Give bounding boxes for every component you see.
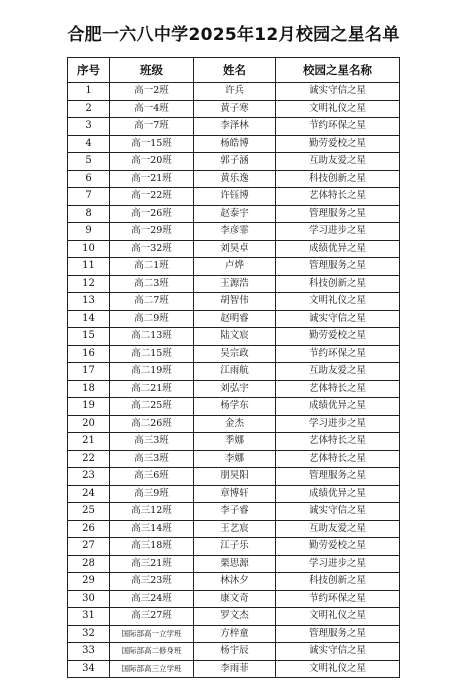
row-class: 高一7班 (110, 118, 194, 136)
row-award: 科技创新之星 (276, 573, 400, 591)
row-award: 管理服务之星 (276, 205, 400, 223)
table-row (68, 153, 400, 171)
row-index: 34 (68, 660, 110, 678)
row-student-name: 王源浩 (194, 275, 276, 293)
table-row (68, 188, 400, 206)
row-student-name: 江雨航 (194, 363, 276, 381)
row-student-name: 卢烨 (194, 258, 276, 276)
row-index: 24 (68, 485, 110, 503)
row-index: 29 (68, 573, 110, 591)
table-row (68, 503, 400, 521)
row-class: 高一4班 (110, 100, 194, 118)
row-index: 16 (68, 345, 110, 363)
row-award: 文明礼仪之星 (276, 608, 400, 626)
row-class: 高二21班 (110, 380, 194, 398)
row-student-name: 黄乐逸 (194, 170, 276, 188)
row-class: 高三12班 (110, 503, 194, 521)
table-row (68, 573, 400, 591)
row-student-name: 李子睿 (194, 503, 276, 521)
row-class: 高一20班 (110, 153, 194, 171)
row-student-name: 林沐夕 (194, 573, 276, 591)
row-award: 成绩优异之星 (276, 398, 400, 416)
row-student-name: 朋昊阳 (194, 468, 276, 486)
row-award: 诚实守信之星 (276, 310, 400, 328)
table-row (68, 625, 400, 643)
row-award: 勤劳爱校之星 (276, 328, 400, 346)
table-row (68, 205, 400, 223)
row-class: 高二26班 (110, 415, 194, 433)
row-class: 高三23班 (110, 573, 194, 591)
row-class: 高二15班 (110, 345, 194, 363)
row-class: 高一15班 (110, 135, 194, 153)
table-row (68, 555, 400, 573)
table-row (68, 293, 400, 311)
row-class: 高一29班 (110, 223, 194, 241)
row-student-name: 郭子涵 (194, 153, 276, 171)
row-student-name: 方梓童 (194, 625, 276, 643)
table-row (68, 310, 400, 328)
table-row (68, 660, 400, 678)
row-class: 高二25班 (110, 398, 194, 416)
header-index: 序号 (68, 58, 110, 83)
row-class: 高一32班 (110, 240, 194, 258)
row-index: 32 (68, 625, 110, 643)
table-header-row (68, 58, 400, 83)
row-student-name: 黄子寒 (194, 100, 276, 118)
table-row (68, 363, 400, 381)
row-award: 科技创新之星 (276, 275, 400, 293)
row-award: 艺体特长之星 (276, 433, 400, 451)
table-row (68, 538, 400, 556)
row-student-name: 江子乐 (194, 538, 276, 556)
row-index: 18 (68, 380, 110, 398)
row-award: 文明礼仪之星 (276, 293, 400, 311)
row-index: 19 (68, 398, 110, 416)
row-index: 33 (68, 643, 110, 661)
row-award: 诚实守信之星 (276, 643, 400, 661)
row-index: 2 (68, 100, 110, 118)
row-class: 高二3班 (110, 275, 194, 293)
row-class: 高三18班 (110, 538, 194, 556)
row-class: 高二9班 (110, 310, 194, 328)
row-award: 艺体特长之星 (276, 450, 400, 468)
row-index: 9 (68, 223, 110, 241)
row-student-name: 章博轩 (194, 485, 276, 503)
table-row (68, 643, 400, 661)
row-class: 高一22班 (110, 188, 194, 206)
row-class: 高一2班 (110, 83, 194, 101)
table-row (68, 485, 400, 503)
row-student-name: 杨皓博 (194, 135, 276, 153)
row-student-name: 李泽林 (194, 118, 276, 136)
row-award: 学习进步之星 (276, 555, 400, 573)
row-index: 20 (68, 415, 110, 433)
header-class: 班级 (110, 58, 194, 83)
row-student-name: 李彦霏 (194, 223, 276, 241)
table-row (68, 468, 400, 486)
row-student-name: 康文奇 (194, 590, 276, 608)
row-student-name: 罗文杰 (194, 608, 276, 626)
row-index: 30 (68, 590, 110, 608)
row-award: 成绩优异之星 (276, 485, 400, 503)
row-student-name: 李娜 (194, 450, 276, 468)
row-index: 6 (68, 170, 110, 188)
row-award: 管理服务之星 (276, 468, 400, 486)
table-row (68, 275, 400, 293)
row-class: 高二19班 (110, 363, 194, 381)
star-list-table (67, 57, 400, 678)
row-student-name: 季娜 (194, 433, 276, 451)
row-student-name: 吴宗政 (194, 345, 276, 363)
row-index: 13 (68, 293, 110, 311)
row-award: 节约环保之星 (276, 590, 400, 608)
row-index: 31 (68, 608, 110, 626)
row-class: 高三3班 (110, 450, 194, 468)
row-class: 高三6班 (110, 468, 194, 486)
row-class: 高三24班 (110, 590, 194, 608)
row-student-name: 陆文宸 (194, 328, 276, 346)
row-student-name: 赵泰宇 (194, 205, 276, 223)
row-index: 25 (68, 503, 110, 521)
row-index: 3 (68, 118, 110, 136)
table-row (68, 345, 400, 363)
table-row (68, 608, 400, 626)
row-award: 节约环保之星 (276, 345, 400, 363)
table-row (68, 135, 400, 153)
row-class: 高二13班 (110, 328, 194, 346)
row-index: 8 (68, 205, 110, 223)
row-student-name: 许钰博 (194, 188, 276, 206)
row-award: 诚实守信之星 (276, 503, 400, 521)
row-index: 1 (68, 83, 110, 101)
table-row (68, 398, 400, 416)
row-class: 高二1班 (110, 258, 194, 276)
table-row (68, 415, 400, 433)
row-index: 11 (68, 258, 110, 276)
row-class: 高一21班 (110, 170, 194, 188)
row-award: 管理服务之星 (276, 258, 400, 276)
row-index: 26 (68, 520, 110, 538)
row-class: 高三9班 (110, 485, 194, 503)
row-award: 互助友爱之星 (276, 153, 400, 171)
row-class: 高一26班 (110, 205, 194, 223)
table-row (68, 258, 400, 276)
row-award: 互助友爱之星 (276, 363, 400, 381)
table-row (68, 450, 400, 468)
table-row (68, 433, 400, 451)
table-row (68, 83, 400, 101)
row-index: 23 (68, 468, 110, 486)
row-index: 7 (68, 188, 110, 206)
row-student-name: 刘昊卓 (194, 240, 276, 258)
row-student-name: 金杰 (194, 415, 276, 433)
row-student-name: 赵明睿 (194, 310, 276, 328)
row-award: 文明礼仪之星 (276, 100, 400, 118)
table-row (68, 328, 400, 346)
table-row (68, 590, 400, 608)
row-student-name: 栗思源 (194, 555, 276, 573)
table-row (68, 380, 400, 398)
row-student-name: 刘弘宇 (194, 380, 276, 398)
table-row (68, 520, 400, 538)
table-row (68, 223, 400, 241)
row-index: 21 (68, 433, 110, 451)
row-student-name: 胡智伟 (194, 293, 276, 311)
row-class: 国际部高一立学班 (110, 625, 194, 643)
row-class: 国际部高三立学班 (110, 660, 194, 678)
table-row (68, 170, 400, 188)
page-title: 合肥一六八中学2025年12月校园之星名单 (67, 25, 400, 45)
row-class: 高三14班 (110, 520, 194, 538)
row-class: 高三3班 (110, 433, 194, 451)
table-row (68, 100, 400, 118)
row-class: 国际部高二修身班 (110, 643, 194, 661)
row-award: 管理服务之星 (276, 625, 400, 643)
row-award: 诚实守信之星 (276, 83, 400, 101)
row-index: 22 (68, 450, 110, 468)
row-class: 高三27班 (110, 608, 194, 626)
row-award: 艺体特长之星 (276, 188, 400, 206)
row-index: 28 (68, 555, 110, 573)
row-index: 10 (68, 240, 110, 258)
row-student-name: 李雨菲 (194, 660, 276, 678)
row-award: 节约环保之星 (276, 118, 400, 136)
row-student-name: 王艺宸 (194, 520, 276, 538)
table-row (68, 240, 400, 258)
row-award: 互助友爱之星 (276, 520, 400, 538)
row-index: 14 (68, 310, 110, 328)
row-index: 27 (68, 538, 110, 556)
header-name: 姓名 (194, 58, 276, 83)
row-award: 勤劳爱校之星 (276, 135, 400, 153)
row-award: 学习进步之星 (276, 415, 400, 433)
row-index: 17 (68, 363, 110, 381)
row-award: 艺体特长之星 (276, 380, 400, 398)
row-student-name: 杨学东 (194, 398, 276, 416)
row-index: 4 (68, 135, 110, 153)
row-award: 学习进步之星 (276, 223, 400, 241)
row-index: 5 (68, 153, 110, 171)
row-award: 成绩优异之星 (276, 240, 400, 258)
row-class: 高二7班 (110, 293, 194, 311)
row-award: 勤劳爱校之星 (276, 538, 400, 556)
table-row (68, 118, 400, 136)
row-award: 文明礼仪之星 (276, 660, 400, 678)
row-award: 科技创新之星 (276, 170, 400, 188)
row-index: 15 (68, 328, 110, 346)
row-student-name: 许兵 (194, 83, 276, 101)
row-index: 12 (68, 275, 110, 293)
row-class: 高三21班 (110, 555, 194, 573)
header-award: 校园之星名称 (276, 58, 400, 83)
row-student-name: 杨宇辰 (194, 643, 276, 661)
